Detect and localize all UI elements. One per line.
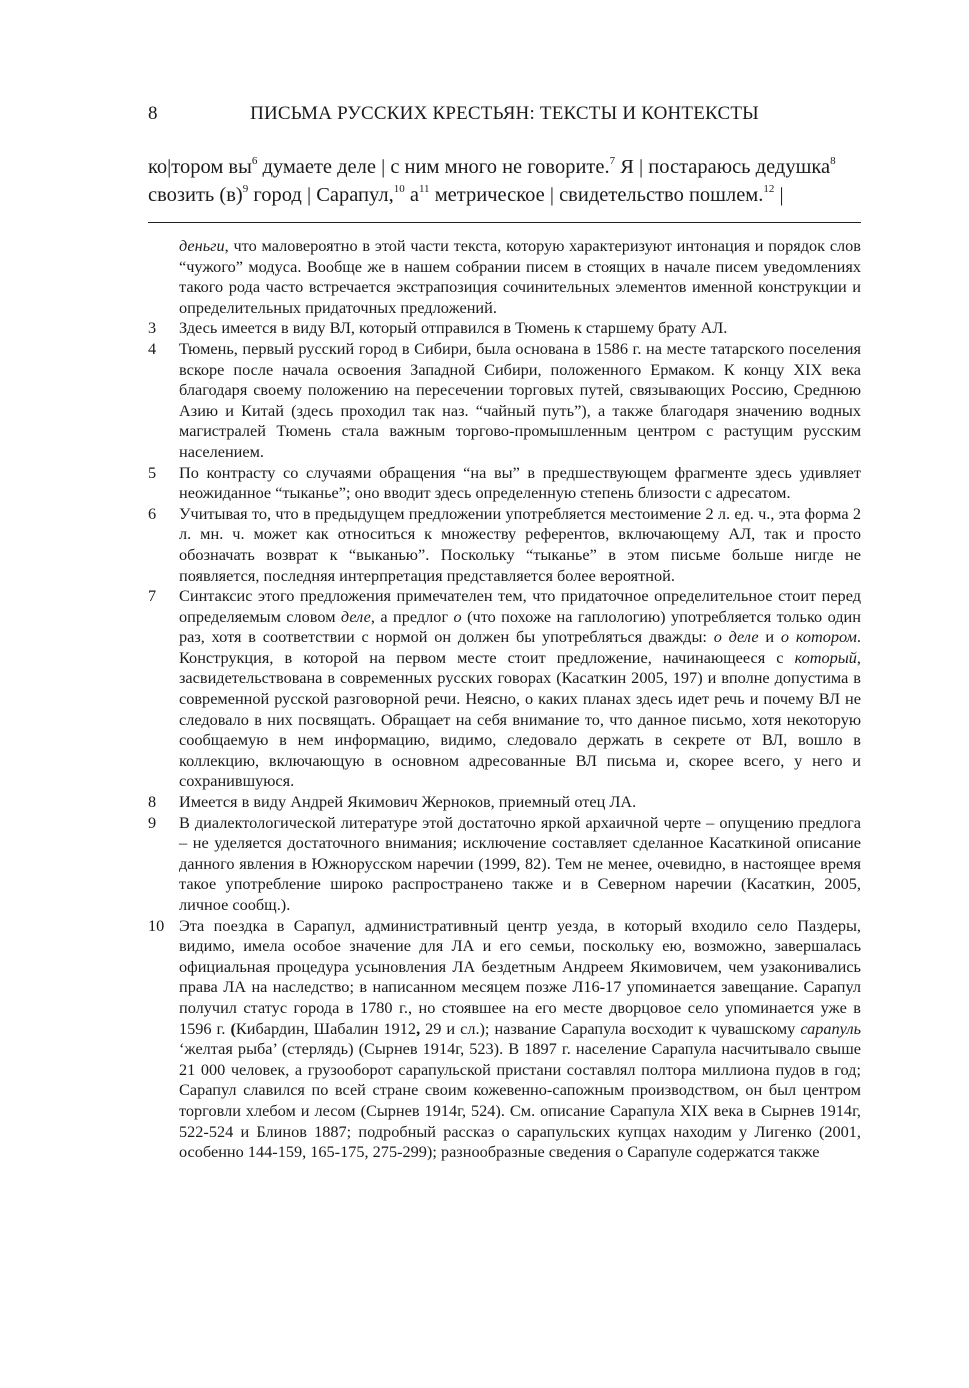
citation: Кибардин, Шабалин 1912 [235, 1018, 417, 1038]
footnote-number: 3 [148, 318, 157, 338]
text-span: Синтаксис этого предложения примечателен тем, что придаточное определительное стоит перед определяемым словом [179, 586, 861, 626]
text-span: , а предлог [370, 606, 454, 626]
footnote-8 [148, 792, 861, 813]
footnote-divider [148, 222, 861, 223]
footnote-text: Учитывая то, что в предыдущем предложении употребляется местоимение 2 л. ед. ч., эта форма 2 л. мн. ч. может как относиться к множеству референтов, включающему АЛ, так и просто обозначать возврат к “выканью”. Поскольку “тыканье” в этом письме больше нигде не появляется, последняя интерпретация представляется более вероятной. [179, 503, 861, 585]
page-number: 8 [148, 103, 158, 124]
text-span: , засвидетельствована в современных русских говорах (Касаткин 2005, 197) и вполне допустима в современной русской разговорной речи. Неясно, о каких планах здесь идет речь и почему ВЛ не следовало в них посвящать. Обращает на себя внимание то, что данное письмо, хотя некоторую сообщаемую в нем информацию, видимо, следовало держать в секрете от ВЛ, вошло в коллекцию, включающую в основном адресованные ВЛ письма и, скорее всего, у него и сохранившуюся. [179, 647, 861, 791]
footnote-text [179, 586, 861, 792]
footnote-9 [148, 813, 861, 916]
footnote-ref-12[interactable]: 12 [763, 183, 775, 195]
text-span: Я | постараюсь дедушка [615, 156, 831, 178]
text-span: свозить (в) [148, 184, 243, 206]
footnote-3 [148, 318, 861, 339]
text-span: Эта поездка в Сарапул, административный центр уезда, в который входило село Паздеры, видимо, имела особое значение для ЛА и его семьи, поскольку ею, возможно, завершалась официальная процедура усыновления ЛА бездетным Андреем Якимовичем, чем узаконивались права ЛА на наследство; в написанном месяцем позже Л16-17 упоминается завещание. Сарапул получил статус города в 1780 г., но стоявшее на его месте дворцовое село упоминается уже в 1596 г. [179, 915, 861, 1038]
footnote-10 [148, 916, 861, 1163]
italic-term: сарапуль [800, 1018, 861, 1038]
main-text [148, 153, 861, 209]
footnote-ref-11[interactable]: 11 [418, 183, 430, 195]
footnote-number: 5 [148, 462, 157, 482]
text-span: | [774, 184, 784, 206]
footnote-text: По контрасту со случаями обращения “на вы” в предшествующем фрагменте здесь удивляет неожиданное “тыканье”; оно вводит здесь определенную степень близости с адресатом. [179, 462, 861, 503]
footnote-text: В диалектологической литературе этой достаточно яркой архаичной черте – опущению предлога – не уделяется достаточного внимания; исключение составляет сделанное Касаткиной описание данного явления в Южнорусском наречии (1999, 82). Тем не менее, очевидно, в настоящее время такое употребление широко распространено также и в Северном наречии (Касаткин, 2005, личное сообщ.). [179, 812, 861, 914]
footnote-ref-6[interactable]: 6 [251, 155, 258, 167]
italic-term: о котором [780, 627, 857, 647]
running-head: ПИСЬМА РУССКИХ КРЕСТЬЯН: ТЕКСТЫ И КОНТЕКСТЫ [250, 103, 759, 124]
text-span: и [758, 627, 781, 647]
footnote-number: 10 [148, 915, 165, 935]
text-span: ‘желтая рыба’ (стерлядь) (Сырнев 1914г, 523). В 1897 г. население Сарапула насчитывало свыше 21 000 человек, а грузооборот сарапульской пристани составлял полтора миллиона пудов в год; Сарапул славился по всей стране своим кожевенно-сапожным производством, он был центром торговли хлебом и лесом (Сырнев 1914г, 524). См. описание Сарапула XIX века в Сырнев 1914г, 522-524 и Блинов 1887; подробный рассказ о сарапульских купцах находим у Лигенко (2001, особенно 144-159, 165-175, 275-299); разнообразные сведения о Сарапуле содержатся также [179, 1039, 861, 1162]
footnote-ref-8[interactable]: 8 [830, 155, 836, 167]
footnote-4 [148, 339, 861, 463]
footnote-text: Здесь имеется в виду ВЛ, который отправился в Тюмень к старшему брату АЛ. [179, 318, 728, 338]
main-text-line-1 [148, 153, 861, 181]
footnote-number: 7 [148, 586, 157, 606]
footnote-number: 9 [148, 812, 157, 832]
text-span: ко|тором вы [148, 156, 252, 178]
text-span: 29 и сл.); название Сарапула восходит к чувашскому [420, 1018, 801, 1038]
footnote-ref-7[interactable]: 7 [609, 155, 616, 167]
footnotes [148, 236, 861, 1163]
footnote-6 [148, 504, 861, 586]
italic-term: о [453, 606, 462, 626]
italic-term: о деле [713, 627, 759, 647]
main-text-line-2 [148, 181, 861, 209]
text-span: думаете деле | с ним много не говорите. [257, 156, 610, 178]
text-span: . Конструкция, в которой на первом месте стоит предложение, начинающееся с [179, 627, 861, 667]
bold-span: , [416, 1018, 421, 1038]
italic-term: деле [340, 606, 371, 626]
text-span: (что похоже на гаплологию) употребляется только один раз, хотя в соответствии с нормой он должен бы употребляться дважды: [179, 606, 861, 647]
footnote-text: Тюмень, первый русский город в Сибири, была основана в 1586 г. на месте татарского поселения вскоре после начала освоения Западной Сибири, положенного Ермаком. К концу XIX века благодаря своему положению на пересечении торговых путей, связывающих Россию, Среднюю Азию и Китай (здесь проходил так наз. “чайный путь”), а также благодаря значению водных магистралей Тюмень стала важным торгово-промышленным центром с растущим русским населением. [179, 338, 861, 461]
footnote-text: , что маловероятно в этой части текста, которую характеризуют интонация и порядок слов “чужого” модуса. Вообще же в нашем собрании писем в стоящих в начале писем уведомлениях такого рода часто встречается экстрапозиция сочинительных элементов именной конструкции и определительных придаточных предложений. [179, 236, 861, 317]
text-span: метрическое | свидетельство пошлем. [429, 184, 764, 206]
footnote-2-continuation [148, 236, 861, 318]
footnote-5 [148, 463, 861, 504]
italic-term: который [794, 647, 857, 667]
italic-term: деньги [179, 236, 225, 255]
footnote-ref-9[interactable]: 9 [242, 183, 249, 195]
footnote-7 [148, 586, 861, 792]
footnote-ref-10[interactable]: 10 [393, 183, 405, 195]
footnote-number: 4 [148, 338, 157, 358]
footnote-number: 6 [148, 503, 157, 523]
footnote-number: 8 [148, 792, 157, 812]
footnote-text [179, 916, 861, 1163]
footnote-text: Имеется в виду Андрей Якимович Жерноков, приемный отец ЛА. [179, 792, 637, 812]
text-span: город | Сарапул, [248, 184, 394, 206]
bold-span: ( [230, 1018, 236, 1038]
text-span: а [404, 184, 419, 206]
